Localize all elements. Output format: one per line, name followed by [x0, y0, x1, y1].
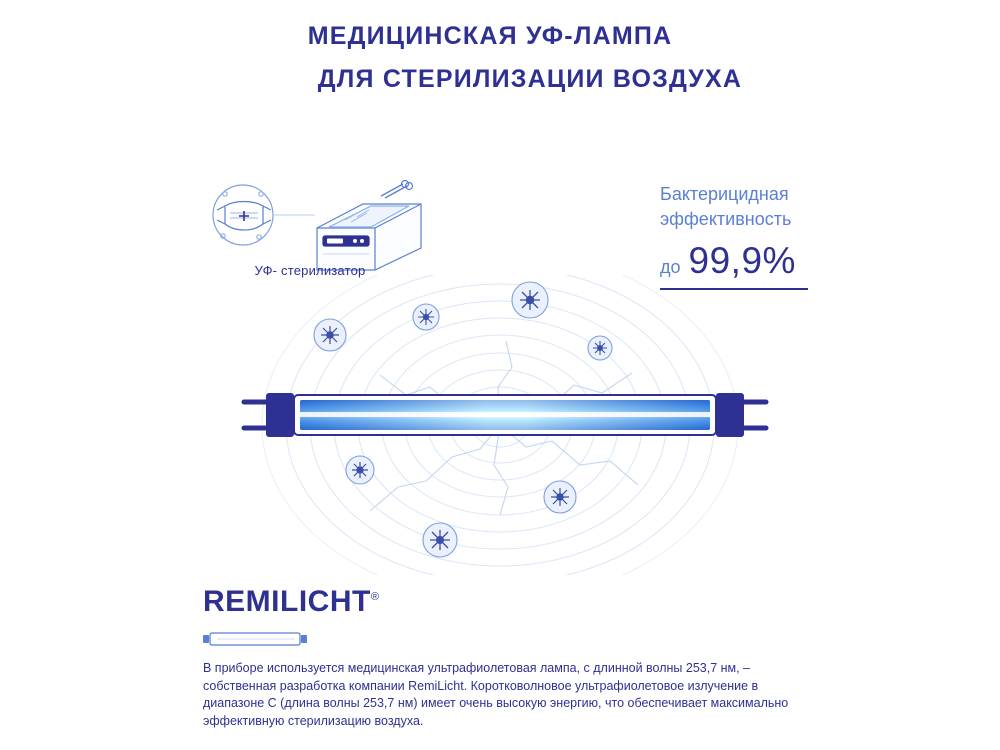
lamp-right-pins — [742, 402, 766, 428]
brand-tube-icon — [203, 631, 311, 647]
lamp-core-line — [300, 412, 710, 417]
uv-lamp-illustration — [240, 375, 770, 455]
brand-name — [203, 585, 379, 619]
efficiency-title-line-1: Бактерицидная — [660, 184, 789, 204]
lamp-right-cap — [716, 393, 744, 437]
brand-block — [203, 585, 503, 647]
efficiency-value: 99,9% — [688, 240, 796, 281]
sterilizer-device-icon — [317, 181, 421, 271]
efficiency-title-line-2: эффективность — [660, 209, 792, 229]
mask-virus-icon — [213, 185, 273, 245]
sterilizer-caption: УФ- стерилизатор — [254, 263, 366, 278]
brand-name-text: REMILICHT — [203, 585, 371, 618]
efficiency-prefix: до — [660, 257, 681, 277]
brand-registered-mark: ® — [370, 591, 380, 603]
lamp-left-cap — [266, 393, 294, 437]
description-text — [203, 660, 803, 730]
efficiency-block — [660, 182, 900, 290]
lamp-left-pins — [244, 402, 268, 428]
page-title — [0, 22, 1000, 94]
title-line-1: МЕДИЦИНСКАЯ УФ-ЛАМПА — [307, 22, 673, 50]
description-paragraph: В приборе используется медицинская ультрафиолетовая лампа, с длинной волны 253,7 нм, – собственная разработка компании RemiLicht. Коротковолновое ультрафиолетовое излучение в диапазоне С (длина волны 253,7 нм) имеет очень высокую энергию, что обеспечивает максимально эффективную стерилизацию воздуха. — [203, 661, 789, 728]
title-line-2: ДЛЯ СТЕРИЛИЗАЦИИ ВОЗДУХА — [317, 65, 743, 93]
